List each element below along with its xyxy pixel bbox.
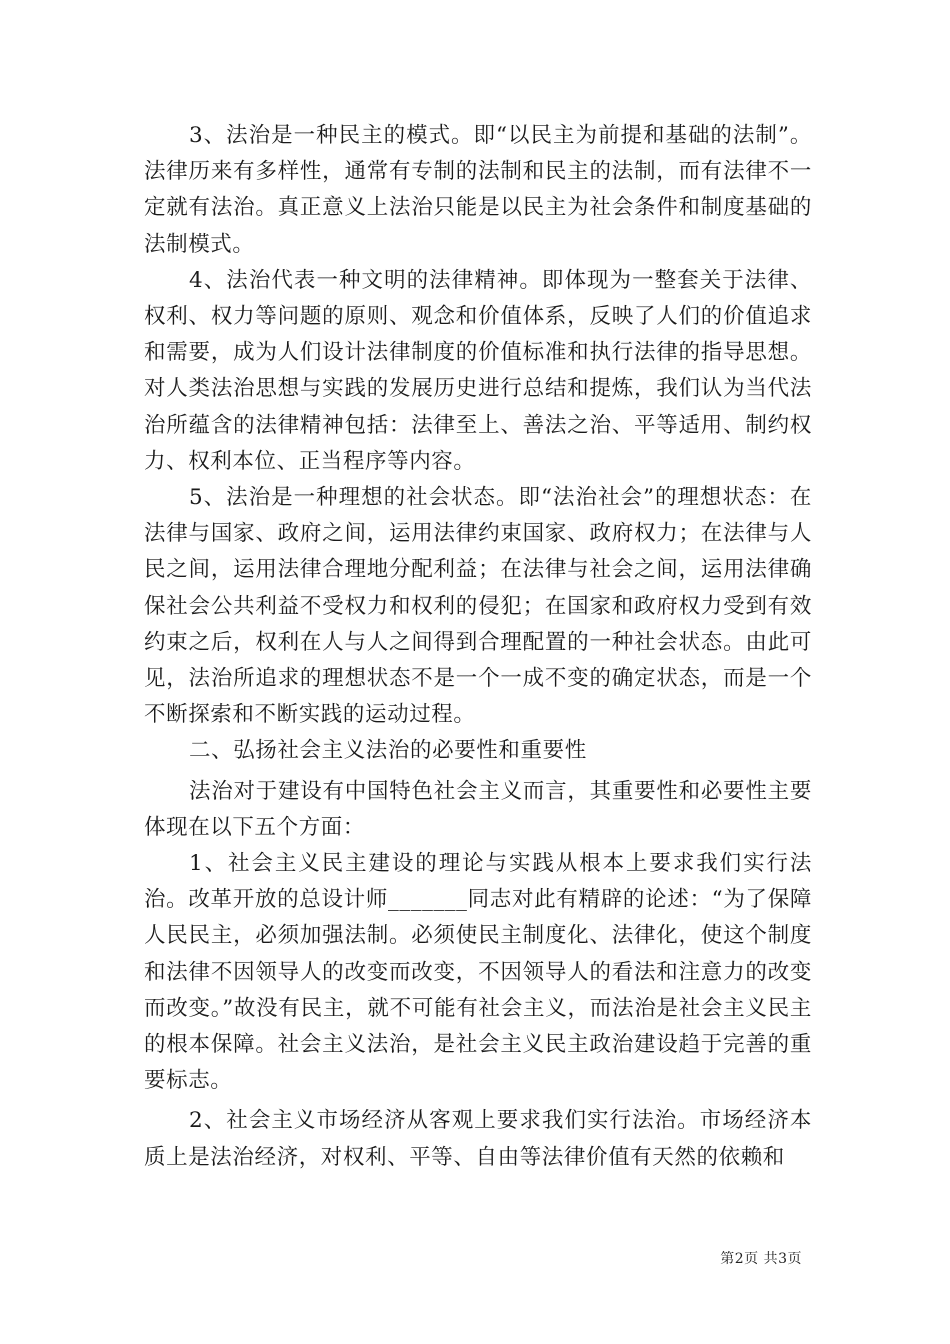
paragraph-point-2: 2、社会主义市场经济从客观上要求我们实行法治。市场经济本质上是法治经济，对权利、平等、自由等法律价值有天然的依赖和 — [144, 1108, 812, 1170]
paragraph-intro: 法治对于建设有中国特色社会主义而言，其重要性和必要性主要体现在以下五个方面： — [144, 778, 812, 840]
document-body — [144, 118, 812, 1176]
page-number-suffix: 页 — [787, 1251, 802, 1267]
section-heading: 二、弘扬社会主义法治的必要性和重要性 — [189, 738, 587, 764]
page-number-total: 3 — [778, 1251, 788, 1267]
paragraph-democracy-mode: 3、法治是一种民主的模式。即“以民主为前提和基础的法制”。法律历来有多样性，通常有专制的法制和民主的法制，而有法律不一定就有法治。真正意义上法治只能是以民主为社会条件和制度基础的法制模式。 — [144, 123, 812, 257]
page-number-prefix: 第 — [720, 1251, 735, 1267]
page-number — [720, 1248, 802, 1268]
page-number-current: 2 — [734, 1251, 745, 1267]
paragraph-point-1: 1、社会主义民主建设的理论与实践从根本上要求我们实行法治。改革开放的总设计师_______同志对此有精辟的论述：“为了保障人民民主，必须加强法制。必须使民主制度化、法律化，使这个制度和法律不因领导人的改变而改变，不因领导人的看法和注意力的改变而改变。”故没有民主，就不可能有社会主义，而法治是社会主义民主的根本保障。社会主义法治，是社会主义民主政治建设趋于完善的重要标志。 — [144, 851, 812, 1094]
paragraph-ideal-state: 5、法治是一种理想的社会状态。即“法治社会”的理想状态：在法律与国家、政府之间，运用法律约束国家、政府权力；在法律与人民之间，运用法律合理地分配利益；在法律与社会之间，运用法律确保社会公共利益不受权力和权利的侵犯；在国家和政府权力受到有效约束之后，权利在人与人之间得到合理配置的一种社会状态。由此可见，法治所追求的理想状态不是一个一成不变的确定状态，而是一个不断探索和不断实践的运动过程。 — [144, 485, 812, 728]
page-number-middle: 页 共 — [744, 1251, 779, 1267]
paragraph-legal-spirit: 4、法治代表一种文明的法律精神。即体现为一整套关于法律、权利、权力等问题的原则、观念和价值体系，反映了人们的价值追求和需要，成为人们设计法律制度的价值标准和执行法律的指导思想。对人类法治思想与实践的发展历史进行总结和提炼，我们认为当代法治所蕴含的法律精神包括：法律至上、善法之治、平等适用、制约权力、权利本位、正当程序等内容。 — [144, 267, 812, 474]
